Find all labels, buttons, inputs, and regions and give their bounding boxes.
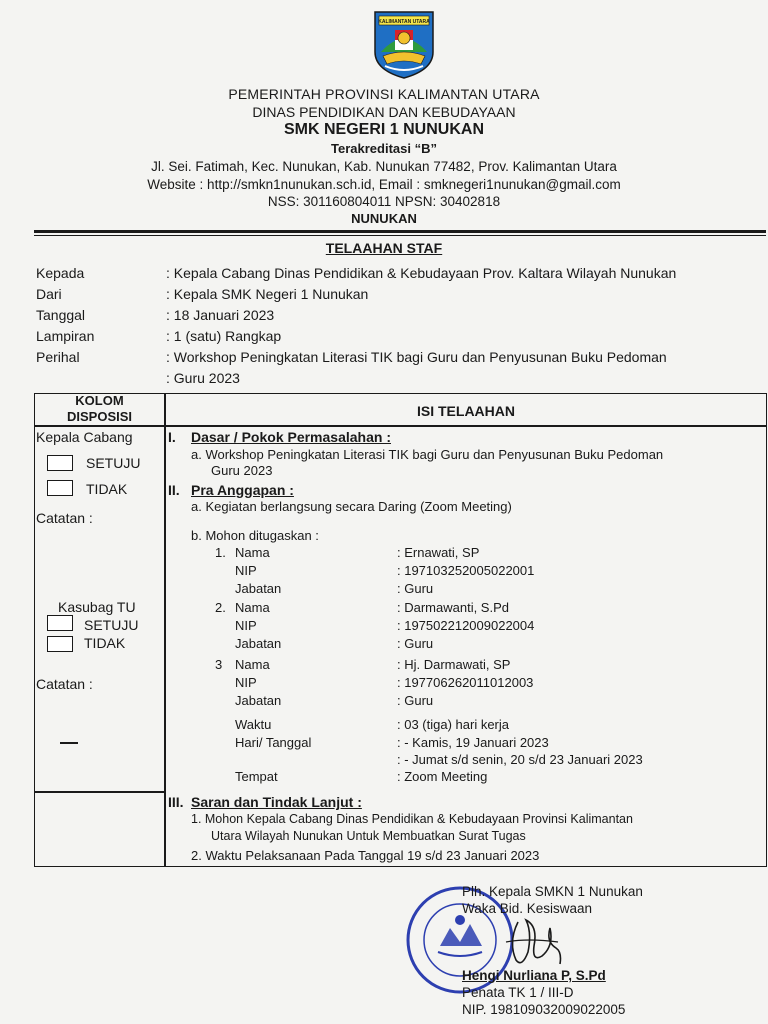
dari-label: Dari	[36, 286, 62, 302]
accreditation: Terakreditasi “B”	[331, 141, 437, 156]
table-header-rule	[34, 425, 767, 427]
school-name: SMK NEGERI 1 NUNUKAN	[283, 121, 484, 138]
section-1-item-a-cont: Guru 2023	[211, 463, 273, 478]
lampiran-value: : 1 (satu) Rangkap	[166, 328, 282, 344]
kasubag-catatan-label: Catatan :	[36, 676, 93, 692]
kepala-setuju-checkbox[interactable]	[47, 455, 73, 471]
perihal-value-cont: : Guru 2023	[166, 370, 240, 386]
section-2-title: Pra Anggapan :	[191, 482, 294, 498]
section-2-item-a: a. Kegiatan berlangsung secara Daring (Zoom Meeting)	[191, 499, 512, 514]
hari-tanggal-value-1: : - Kamis, 19 Januari 2023	[397, 735, 549, 750]
perihal-label: Perihal	[36, 349, 80, 365]
section-3-item-1-cont: Utara Wilayah Nunukan Untuk Membuatkan Surat Tugas	[211, 829, 526, 843]
tempat-label: Tempat	[235, 769, 278, 784]
isi-header: ISI TELAAHAN	[417, 403, 515, 419]
kepala-catatan-label: Catatan :	[36, 510, 93, 526]
signatory-name: Hengi Nurliana P, S.Pd	[462, 968, 606, 983]
school-ids: NSS: 301160804011 NPSN: 30402818	[267, 194, 501, 209]
disposisi-bottom-rule	[34, 791, 165, 793]
kasubag-tidak-checkbox[interactable]	[47, 636, 73, 652]
person-1-jabatan: : Guru	[397, 581, 434, 596]
signatory-position-2: Waka Bid. Kesiswaan	[462, 901, 593, 916]
person-2-nip: : 197502212009022004	[397, 618, 535, 633]
logo-text: KALIMANTAN UTARA	[378, 19, 430, 25]
lampiran-label: Lampiran	[36, 328, 95, 344]
provincial-logo	[371, 8, 437, 80]
person-2-nama-label: Nama	[235, 600, 270, 615]
person-1-nama: : Ernawati, SP	[397, 545, 480, 560]
section-1-number: I.	[168, 429, 176, 445]
kasubag-tidak-label: TIDAK	[84, 635, 126, 651]
kasubag-setuju-label: SETUJU	[84, 617, 139, 633]
person-1-number: 1.	[215, 545, 226, 560]
kepala-tidak-label: TIDAK	[86, 481, 128, 497]
person-3-number: 3	[215, 657, 223, 672]
document-title: TELAAHAN STAF	[325, 240, 443, 256]
person-2-jabatan: : Guru	[397, 636, 434, 651]
city: NUNUKAN	[351, 211, 417, 226]
header-rule-thick	[34, 230, 766, 233]
kasubag-setuju-checkbox[interactable]	[47, 615, 73, 631]
person-3-jabatan: : Guru	[397, 693, 434, 708]
waktu-label: Waktu	[235, 717, 272, 732]
address: Jl. Sei. Fatimah, Kec. Nunukan, Kab. Nunukan 77482, Prov. Kalimantan Utara	[151, 159, 617, 174]
person-3-nama-label: Nama	[235, 657, 270, 672]
person-1-nip: : 197103252005022001	[397, 563, 535, 578]
section-3-item-1: 1. Mohon Kepala Cabang Dinas Pendidikan & Kebudayaan Provinsi Kalimantan	[191, 812, 633, 826]
dari-value: : Kepala SMK Negeri 1 Nunukan	[166, 286, 369, 302]
hari-tanggal-value-2: : - Jumat s/d senin, 20 s/d 23 Januari 2023	[397, 752, 643, 767]
person-1-nama-label: Nama	[235, 545, 270, 560]
tanggal-label: Tanggal	[36, 307, 86, 323]
kepada-value: : Kepala Cabang Dinas Pendidikan & Kebudayaan Prov. Kaltara Wilayah Nunukan	[166, 265, 677, 281]
section-2-number: II.	[168, 482, 180, 498]
kepala-setuju-label: SETUJU	[86, 455, 141, 471]
gov-name: PEMERINTAH PROVINSI KALIMANTAN UTARA	[228, 86, 540, 102]
contact: Website : http://smkn1nunukan.sch.id, Email : smknegeri1nunukan@gmail.com	[147, 177, 621, 192]
section-3-title: Saran dan Tindak Lanjut :	[191, 794, 362, 810]
header-rule-thin	[34, 235, 766, 236]
kepada-label: Kepada	[36, 265, 85, 281]
section-3-number: III.	[168, 794, 184, 810]
section-1-title: Dasar / Pokok Permasalahan :	[191, 429, 391, 445]
table-column-divider	[164, 393, 166, 867]
tempat-value: : Zoom Meeting	[397, 769, 488, 784]
tanggal-value: : 18 Januari 2023	[166, 307, 275, 323]
person-2-nama: : Darmawanti, S.Pd	[397, 600, 509, 615]
kasubag-label: Kasubag TU	[58, 599, 136, 615]
signatory-position-1: Plh. Kepala SMKN 1 Nunukan	[462, 884, 643, 899]
section-3-item-2: 2. Waktu Pelaksanaan Pada Tanggal 19 s/d 23 Januari 2023	[191, 848, 540, 863]
person-1-jabatan-label: Jabatan	[235, 581, 282, 596]
kepala-cabang-label: Kepala Cabang	[36, 429, 133, 445]
section-1-item-a: a. Workshop Peningkatan Literasi TIK bagi Guru dan Penyusunan Buku Pedoman	[191, 447, 664, 462]
person-1-nip-label: NIP	[235, 563, 257, 578]
section-2-item-b: b. Mohon ditugaskan :	[191, 528, 319, 543]
handwritten-signature	[498, 912, 568, 972]
pen-mark	[60, 742, 78, 744]
waktu-value: : 03 (tiga) hari kerja	[397, 717, 509, 732]
person-3-nip: : 197706262011012003	[397, 675, 534, 690]
person-2-nip-label: NIP	[235, 618, 257, 633]
disposisi-header-1: KOLOM	[75, 393, 124, 408]
signatory-nip: NIP. 198109032009022005	[462, 1002, 626, 1017]
disposisi-header-2: DISPOSISI	[66, 409, 133, 424]
perihal-value: : Workshop Peningkatan Literasi TIK bagi Guru dan Penyusunan Buku Pedoman	[166, 349, 667, 365]
kepala-tidak-checkbox[interactable]	[47, 480, 73, 496]
department-name: DINAS PENDIDIKAN DAN KEBUDAYAAN	[252, 104, 516, 120]
person-3-jabatan-label: Jabatan	[235, 693, 282, 708]
hari-tanggal-label: Hari/ Tanggal	[235, 735, 312, 750]
person-2-number: 2.	[215, 600, 226, 615]
person-3-nip-label: NIP	[235, 675, 257, 690]
person-3-nama: : Hj. Darmawati, SP	[397, 657, 511, 672]
signatory-rank: Penata TK 1 / III-D	[462, 985, 574, 1000]
person-2-jabatan-label: Jabatan	[235, 636, 282, 651]
